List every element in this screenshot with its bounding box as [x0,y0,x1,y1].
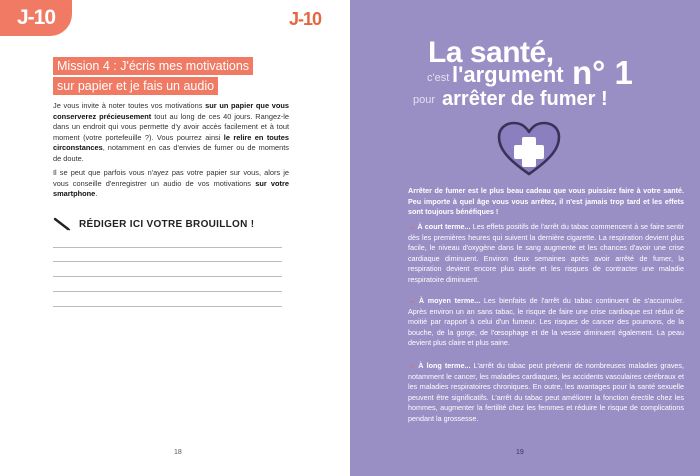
paragraph-motivations [53,101,289,165]
arrow-icon: → [408,361,416,370]
draft-label: RÉDIGER ICI VOTRE BROUILLON ! [79,218,255,230]
arrow-icon: → [408,222,416,231]
draft-heading [53,217,254,231]
text-bold: le relire en toutes circonstances [53,132,289,153]
pencil-icon [53,217,71,231]
day-badge-right: J-10 [282,0,328,38]
section-short-term [408,222,684,285]
page-number-left: 18 [174,449,182,456]
arrow-icon: → [408,296,416,305]
text-run: Je vous invite à noter toutes vos motivations [53,101,206,110]
title-line1: La santé, [428,36,554,69]
writing-line[interactable] [53,291,282,292]
title-line3: arrêter de fumer ! [442,88,608,110]
writing-line[interactable] [53,306,282,307]
title-small-pour: pour [413,94,436,106]
section-long-term [408,361,684,424]
intro-text: Arrêter de fumer est le plus beau cadeau que vous puissiez faire à votre santé. Peu importe à quel âge vous vous arrêtez, il n'est jamais trop tard et les effets sont toujours bénéfiques ! [408,186,684,216]
text-bold: sur un papier que vous conserverez précieusement [53,101,289,121]
writing-line[interactable] [53,261,282,262]
section-text: L'arrêt du tabac peut prévenir de nombreuses maladies graves, notamment le cancer, les maladies cardiaques, les accidents vasculaires cérébraux et les maladies respiratoires chroniques. En outre, les avantages pour la santé sexuelle peuvent être significatifs. L'arrêt du tabac peut améliorer la fonction érectile chez les hommes, augmenter la fertilité chez les femmes et réduire le risque de complications pendant la grossesse. [408,361,684,423]
intro-paragraph [408,186,684,218]
mission-heading-line2: sur papier et je fais un audio [53,77,218,95]
writing-line[interactable] [53,276,282,277]
section-lead: À court terme... [417,222,471,231]
section-lead: À moyen terme... [418,296,481,305]
mission-heading [53,57,253,97]
section-medium-term [408,296,684,349]
day-badge-left: J-10 [0,0,72,36]
text-run: tout au long de ces 40 jours. Rangez-le dans un endroit qui vous permette d'y avoir accès facilement et à tout moment (votre portefeuille ?). Vous pourrez ainsi [53,111,289,142]
text-run: , notamment en cas d'envies de fumer ou de moments de doute. [53,143,289,163]
section-text: Les bienfaits de l'arrêt du tabac continuent de s'accumuler. Après environ un an sans tabac, le risque de faire une crise cardiaque est réduit de moitié par rapport à celui d'un fumeur. Les risques de cancer des poumons, de la bouche, de la gorge, de l'œsophage et de la vessie diminuent également. La peau devient plus claire et plus saine. [408,296,684,347]
section-lead: À long terme... [418,361,471,370]
title-argument: l'argument [452,62,564,87]
title-small-cest: c'est [427,72,450,84]
text-run: Il se peut que parfois vous n'ayez pas votre papier sur vous, alors je vous conseille d'enregistrer un audio de vos motivations [53,168,289,188]
mission-heading-line1: Mission 4 : J'écris mes motivations [53,57,253,75]
text-bold: sur votre smartphone [53,178,289,199]
heart-plus-icon [496,120,562,178]
title-number: n° 1 [572,54,633,91]
page-number-right: 19 [516,449,524,456]
section-text: Les effets positifs de l'arrêt du tabac commencent à se faire sentir dès les premières heures qui suivent la dernière cigarette. La respiration devient plus facile, le niveau d'oxygène dans le sang augmente et les chances d'avoir une crise cardiaque diminuent. Environ deux semaines après avoir arrêté de fumer, la respiration devient encore plus aisée et les risques de contracter une maladie respiratoire diminuent. [408,222,685,284]
paragraph-audio [53,168,289,200]
writing-line[interactable] [53,247,282,248]
text-run: . [95,189,98,199]
